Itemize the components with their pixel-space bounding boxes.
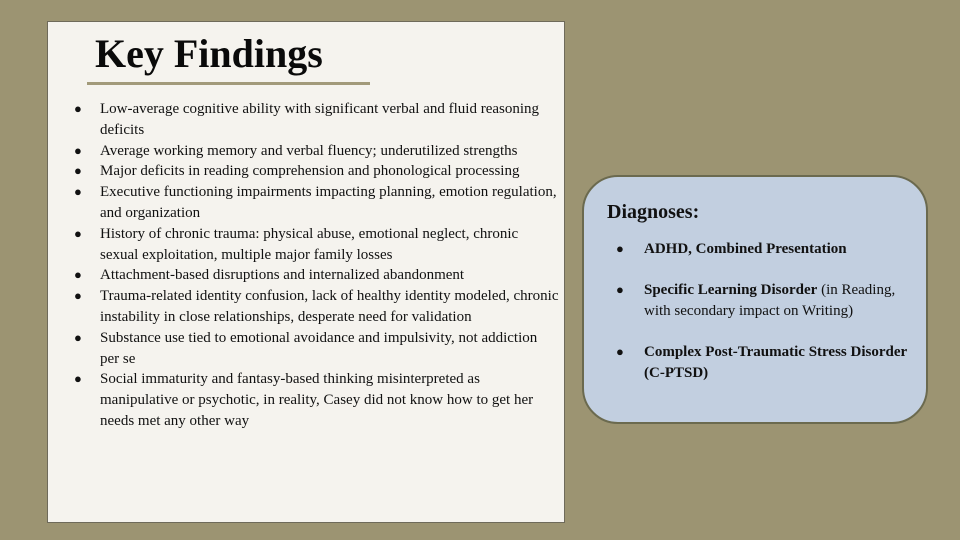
bullet-icon: ● [74, 267, 82, 283]
finding-text: Attachment-based disruptions and internalized abandonment [100, 267, 465, 284]
bullet-icon: ● [74, 142, 82, 158]
finding-item [70, 224, 560, 266]
finding-text: History of chronic trauma: physical abuse, emotional neglect, chronic sexual exploitation, multiple major family losses [100, 225, 519, 263]
diagnosis-detail: (in Reading, with secondary impact on Writing) [644, 281, 896, 319]
finding-item [70, 99, 560, 141]
finding-item [70, 265, 560, 286]
finding-item [70, 182, 560, 224]
bullet-icon: ● [616, 241, 624, 256]
finding-text: Substance use tied to emotional avoidance and impulsivity, not addiction per se [100, 329, 538, 367]
diagnosis-name: Specific Learning Disorder [644, 281, 818, 298]
diagnosis-name: ADHD, Combined Presentation [644, 241, 847, 257]
diagnoses-title: Diagnoses: [607, 201, 700, 223]
finding-item [70, 286, 560, 328]
bullet-icon: ● [74, 371, 82, 387]
bullet-icon: ● [74, 225, 82, 241]
key-findings-list [70, 99, 560, 432]
finding-item [70, 141, 560, 162]
bullet-icon: ● [74, 101, 82, 116]
finding-item [70, 161, 560, 182]
finding-text: Trauma-related identity confusion, lack of healthy identity modeled, chronic instability in close relationships, desperate need for validation [100, 288, 559, 325]
bullet-icon: ● [74, 184, 82, 200]
bullet-icon: ● [616, 281, 624, 297]
diagnoses-box [582, 175, 928, 424]
bullet-icon: ● [74, 163, 82, 179]
diagnosis-item [612, 239, 917, 260]
title-underline [87, 82, 370, 85]
finding-text: Social immaturity and fantasy-based thinking misinterpreted as manipulative or psychotic, in reality, Casey did not know how to get her needs met any other way [100, 371, 534, 429]
finding-item [70, 369, 560, 431]
diagnosis-name: Complex Post-Traumatic Stress Disorder (C-PTSD) [644, 343, 907, 381]
bullet-icon: ● [74, 288, 82, 304]
key-findings-title: Key Findings [95, 31, 323, 76]
finding-text: Executive functioning impairments impacting planning, emotion regulation, and organization [100, 184, 557, 221]
diagnosis-item [612, 280, 917, 322]
bullet-icon: ● [616, 343, 624, 359]
diagnoses-list [612, 239, 917, 404]
finding-item [70, 328, 560, 370]
key-findings-panel [47, 21, 565, 523]
bullet-icon: ● [74, 329, 82, 345]
finding-text: Low-average cognitive ability with significant verbal and fluid reasoning deficits [100, 101, 540, 138]
finding-text: Average working memory and verbal fluency; underutilized strengths [100, 142, 518, 159]
finding-text: Major deficits in reading comprehension and phonological processing [100, 163, 520, 180]
diagnosis-item [612, 342, 917, 384]
